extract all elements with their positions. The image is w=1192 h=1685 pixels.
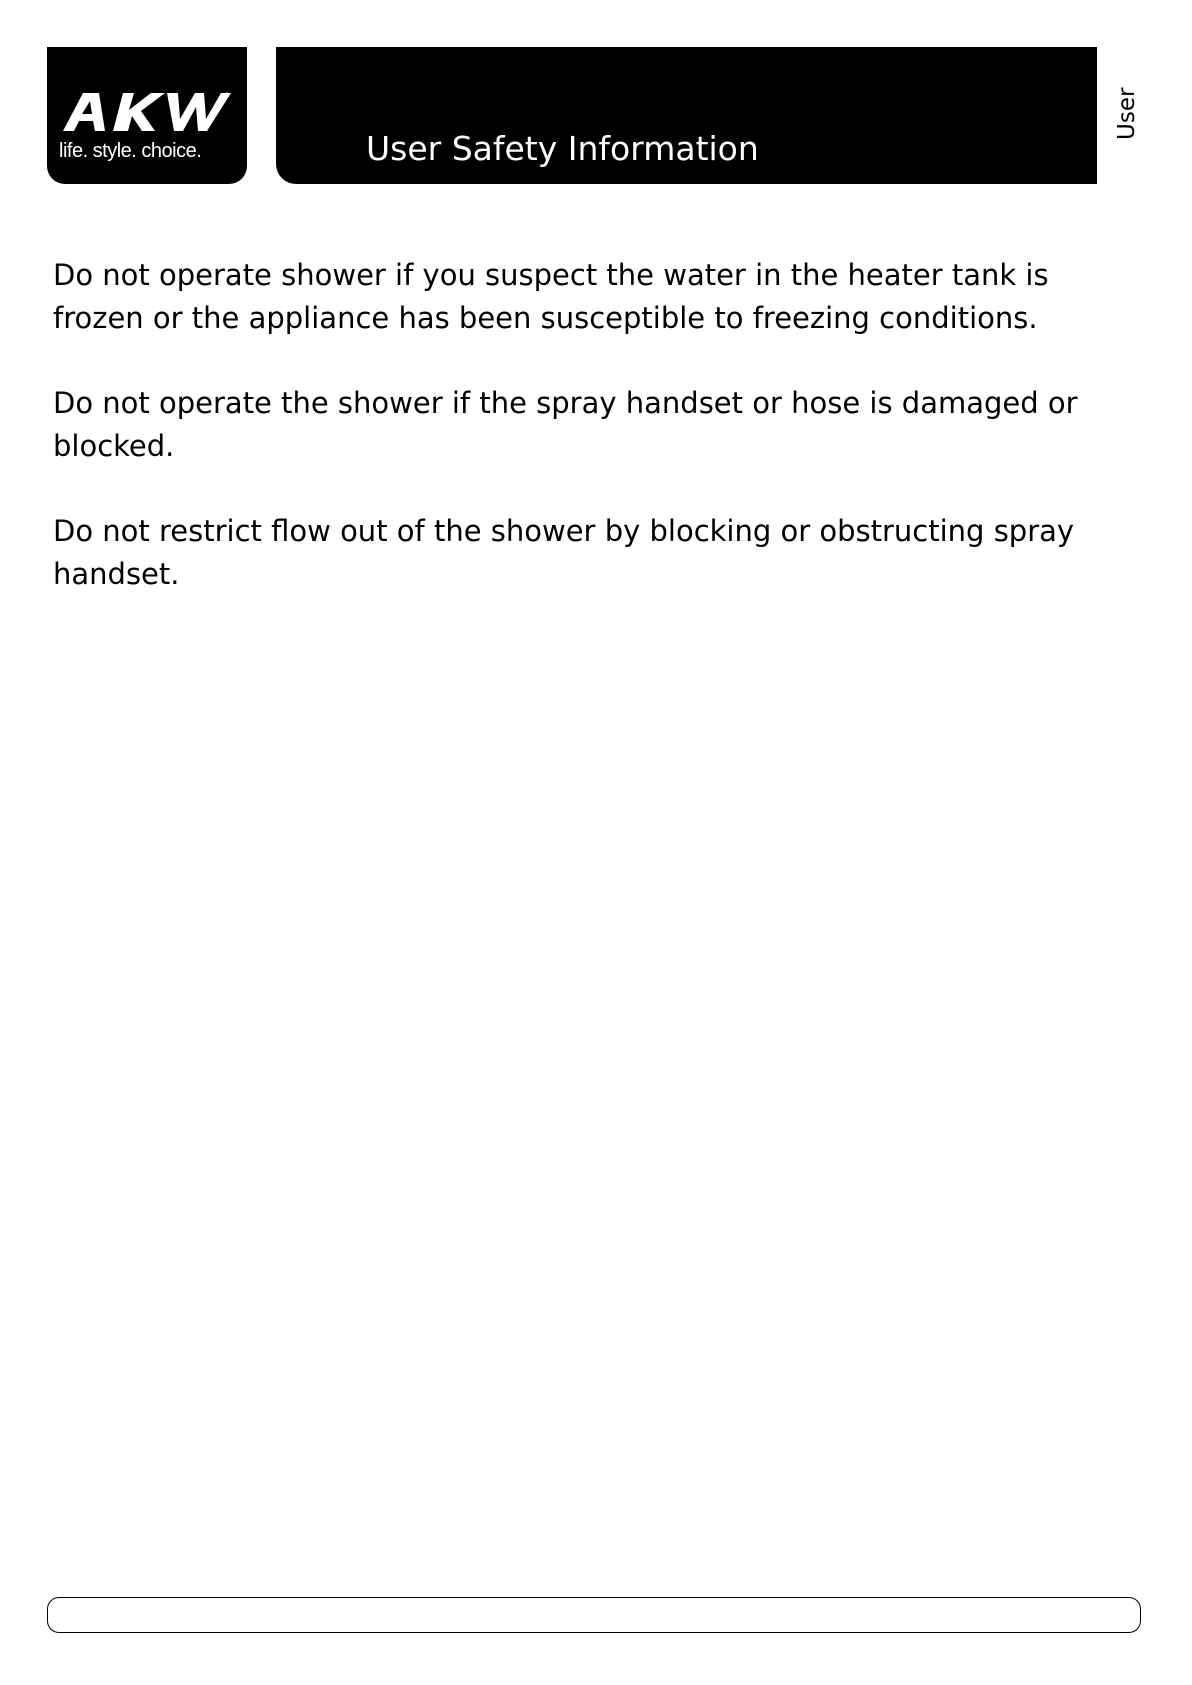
safety-content: [53, 254, 1133, 638]
logo-tagline: life. style. choice.: [59, 140, 202, 162]
side-tab-label: User: [1114, 87, 1140, 140]
akw-logo-mark: [61, 91, 231, 133]
akw-logo: [47, 47, 247, 184]
header-bar: [276, 47, 1097, 184]
safety-paragraph: Do not operate shower if you suspect the water in the heater tank is frozen or the appliance has been susceptible to freezing conditions.: [53, 258, 1049, 335]
safety-paragraph: Do not operate the shower if the spray handset or hose is damaged or blocked.: [53, 386, 1078, 463]
safety-paragraph: Do not restrict flow out of the shower by blocking or obstructing spray handset.: [53, 514, 1075, 591]
footer-frame: [47, 1597, 1141, 1633]
page-title: User Safety Information: [366, 129, 759, 168]
